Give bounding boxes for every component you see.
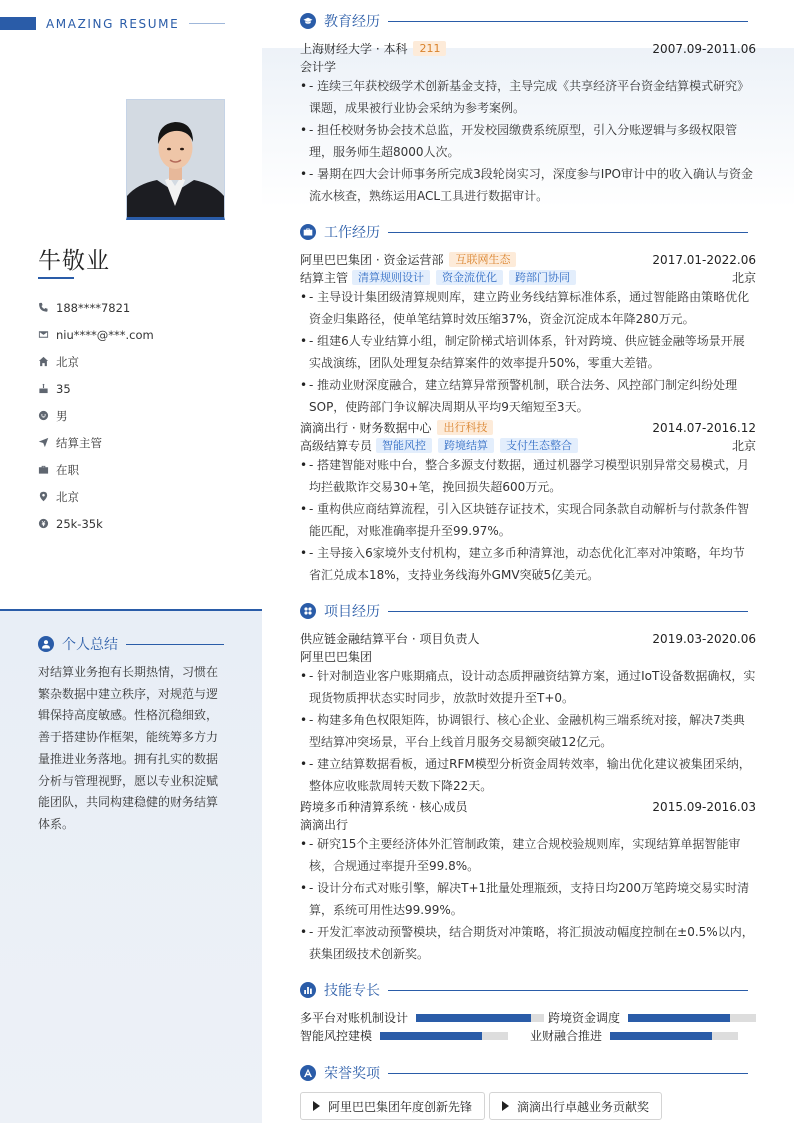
project-bullet: • - 研究15个主要经济体外汇管制政策，建立合规校验规则库，实现结算单据智能审核，合规通过率提升至99.8%。 (300, 833, 756, 877)
skill-name: 跨境资金调度 (548, 1011, 621, 1025)
skill-bar-track (416, 1014, 544, 1022)
status-value: 在职 (56, 462, 79, 477)
education-tag: 211 (413, 41, 446, 56)
info-email (38, 321, 248, 348)
brand-bar (0, 17, 36, 30)
job-skill-tag: 智能风控 (376, 438, 432, 453)
project-bullet: • - 设计分布式对账引擎，解决T+1批量处理瓶颈，支持日均200万笔跨境交易实时清算，系统可用性达99.99%。 (300, 877, 756, 921)
summary-title-line (126, 644, 224, 645)
job-industry-tag: 出行科技 (437, 420, 493, 435)
job-role: 高级结算专员 (300, 439, 373, 453)
project-bullets (300, 833, 756, 965)
projects-title: 项目经历 (324, 604, 380, 620)
skill-bar-track (610, 1032, 738, 1040)
job-city: 北京 (731, 271, 756, 285)
work-title-line (388, 232, 748, 233)
graduation-cap-icon (300, 13, 316, 29)
project-org-row (300, 648, 756, 665)
phone-icon (38, 302, 49, 313)
skills-heading (300, 980, 756, 1000)
skill-bar-fill (380, 1032, 482, 1040)
project-bullet: • - 针对制造业客户账期痛点，设计动态质押融资结算方案，通过IoT设备数据确权，实现货物质押状态实时同步，放款时效提升至T+0。 (300, 665, 756, 709)
education-bullet: • - 连续三年获校级学术创新基金支持，主导完成《共享经济平台资金结算模式研究》课题，成果被行业协会采纳为参考案例。 (300, 75, 756, 119)
award-chip (300, 1092, 485, 1120)
summary-title: 个人总结 (62, 637, 118, 653)
skills-title: 技能专长 (324, 983, 380, 999)
award-label: 滴滴出行卓越业务贡献奖 (517, 1099, 650, 1114)
skill-bar-fill (628, 1014, 730, 1022)
job-skill-tag: 清算规则设计 (352, 270, 430, 285)
info-salary (38, 510, 248, 537)
skill-bar-track (628, 1014, 756, 1022)
brand (0, 17, 225, 30)
brand-line (189, 23, 225, 24)
education-school-row (300, 40, 756, 57)
contact-info-list (38, 294, 248, 537)
project-name: 跨境多币种清算系统 · 核心成员 (300, 800, 468, 814)
skill-item (530, 1027, 738, 1044)
work-heading (300, 222, 756, 242)
work-title: 工作经历 (324, 225, 380, 241)
project-bullets (300, 665, 756, 797)
play-triangle-icon (313, 1101, 320, 1111)
location-value: 北京 (56, 489, 79, 504)
brand-text: AMAZING RESUME (46, 16, 180, 31)
awards-title: 荣誉奖项 (324, 1066, 380, 1082)
education-school: 上海财经大学 · 本科 (300, 42, 408, 56)
award-icon (300, 1065, 316, 1081)
location-pin-icon (38, 491, 49, 502)
job-city: 北京 (731, 439, 756, 453)
project-dates: 2019.03-2020.06 (652, 631, 756, 646)
education-bullets (300, 75, 756, 207)
education-title: 教育经历 (324, 14, 380, 30)
job-skill-tag: 支付生态整合 (500, 438, 578, 453)
summary-text: 对结算业务抱有长期热情，习惯在繁杂数据中建立秩序，对规范与逻辑保持高度敏感。性格沉稳细致，善于搭建协作框架，能统筹多方力量推进业务落地。拥有扎实的数据分析与管理视野，愿以专业积淀赋能团队，共同构建稳健的财务结算体系。 (38, 665, 219, 831)
send-icon (38, 437, 49, 448)
education-dates: 2007.09-2011.06 (652, 41, 756, 56)
project-bullet: • - 开发汇率波动预警模块，结合期货对冲策略，将汇损波动幅度控制在±0.5%以内，获集团级技术创新奖。 (300, 921, 756, 965)
job-bullet: • - 搭建智能对账中台，整合多源支付数据，通过机器学习模型识别异常交易模式，月均拦截欺诈交易30+笔，挽回损失超600万元。 (300, 454, 756, 498)
job-bullets (300, 286, 756, 418)
project-name-row (300, 630, 756, 647)
face-icon (38, 410, 49, 421)
bar-chart-icon (300, 982, 316, 998)
portrait-illustration (127, 100, 224, 217)
mail-icon (38, 329, 49, 340)
project-bullet: • - 建立结算数据看板，通过RFM模型分析资金周转效率，输出优化建议被集团采纳，整体应收账款周转天数下降22天。 (300, 753, 756, 797)
profile-photo (126, 99, 225, 220)
project-name: 供应链金融结算平台 · 项目负责人 (300, 632, 480, 646)
skill-name: 业财融合推进 (530, 1029, 603, 1043)
salary-icon (38, 518, 49, 529)
info-phone (38, 294, 248, 321)
job-dates: 2017.01-2022.06 (652, 252, 756, 267)
job-skill-tag: 资金流优化 (436, 270, 503, 285)
project-org: 阿里巴巴集团 (300, 650, 373, 664)
info-gender (38, 402, 248, 429)
name-underline (38, 277, 74, 279)
job-bullet: • - 组建6人专业结算小组，制定阶梯式培训体系，针对跨境、供应链金融等场景开展实战演练，团队处理复杂结算案件的效率提升50%，零重大差错。 (300, 330, 756, 374)
position-value: 结算主管 (56, 435, 102, 450)
projects-heading (300, 601, 756, 621)
job-company: 滴滴出行 · 财务数据中心 (300, 421, 432, 435)
age-value: 35 (56, 381, 71, 396)
project-name-row (300, 798, 756, 815)
job-industry-tag: 互联网生态 (449, 252, 516, 267)
project-org-row (300, 816, 756, 833)
job-skill-tag: 跨部门协同 (509, 270, 576, 285)
job-company-row (300, 419, 756, 436)
skill-name: 智能风控建模 (300, 1029, 373, 1043)
job-bullet: • - 推动业财深度融合，建立结算异常预警机制，联合法务、风控部门制定纠纷处理SOP，使跨部门争议解决周期从平均9天缩短至3天。 (300, 374, 756, 418)
skill-name: 多平台对账机制设计 (300, 1011, 409, 1025)
info-age (38, 375, 248, 402)
job-skill-tag: 跨境结算 (438, 438, 494, 453)
job-dates: 2014.07-2016.12 (652, 420, 756, 435)
job-role: 结算主管 (300, 271, 349, 285)
project-dates: 2015.09-2016.03 (652, 799, 756, 814)
info-status (38, 456, 248, 483)
briefcase-icon (38, 464, 49, 475)
award-chip (489, 1092, 662, 1120)
gender-value: 男 (56, 408, 68, 423)
education-heading (300, 11, 756, 31)
skills-row (300, 1027, 756, 1044)
info-home (38, 348, 248, 375)
projects-title-line (388, 611, 748, 612)
skill-bar-fill (416, 1014, 531, 1022)
skills-row (300, 1009, 756, 1026)
job-bullet: • - 主导接入6家境外支付机构，建立多币种清算池，动态优化汇率对冲策略，年均节省汇兑成本18%，支持业务线海外GMV突破5亿美元。 (300, 542, 756, 586)
project-bullet: • - 构建多角色权限矩阵，协调银行、核心企业、金融机构三端系统对接，解决7类典型结算冲突场景，平台上线首月服务交易额突破12亿元。 (300, 709, 756, 753)
education-bullet: • - 担任校财务协会技术总监，开发校园缴费系统原型，引入分账逻辑与多级权限管理，服务师生超8000人次。 (300, 119, 756, 163)
awards-title-line (388, 1073, 748, 1074)
candidate-name: 牛敬业 (38, 248, 110, 274)
education-major-row (300, 58, 756, 75)
summary-heading (38, 634, 224, 654)
education-bullet: • - 暑期在四大会计师事务所完成3段轮岗实习，深度参与IPO审计中的收入确认与资金流水核查，熟练运用ACL工具进行数据审计。 (300, 163, 756, 207)
salary-value: 25k-35k (56, 516, 103, 531)
education-title-line (388, 21, 748, 22)
cake-icon (38, 383, 49, 394)
sidebar (0, 0, 262, 1123)
job-role-row (300, 269, 756, 286)
home-city-value: 北京 (56, 354, 79, 369)
job-company-row (300, 251, 756, 268)
awards-heading (300, 1063, 756, 1083)
briefcase-icon (300, 224, 316, 240)
project-org: 滴滴出行 (300, 818, 349, 832)
job-bullet: • - 重构供应商结算流程，引入区块链存证技术，实现合同条款自动解析与付款条件智能匹配，对账准确率提升至99.97%。 (300, 498, 756, 542)
skill-bar-track (380, 1032, 508, 1040)
email-value: niu****@***.com (56, 327, 154, 342)
skills-title-line (388, 990, 748, 991)
grid-icon (300, 603, 316, 619)
education-major: 会计学 (300, 60, 337, 74)
skill-bar-fill (610, 1032, 712, 1040)
info-location (38, 483, 248, 510)
skill-item (300, 1009, 544, 1026)
job-bullet: • - 主导设计集团级清算规则库，建立跨业务线结算标准体系，通过智能路由策略优化资金归集路径，使单笔结算时效压缩37%，资金沉淀成本年降280万元。 (300, 286, 756, 330)
skill-item (300, 1027, 508, 1044)
home-icon (38, 356, 49, 367)
phone-value: 188****7821 (56, 300, 131, 315)
job-bullets (300, 454, 756, 586)
user-icon (38, 636, 54, 652)
job-company: 阿里巴巴集团 · 资金运营部 (300, 253, 444, 267)
award-label: 阿里巴巴集团年度创新先锋 (328, 1099, 473, 1114)
play-triangle-icon (502, 1101, 509, 1111)
info-position (38, 429, 248, 456)
job-role-row (300, 437, 756, 454)
skill-item (548, 1009, 756, 1026)
